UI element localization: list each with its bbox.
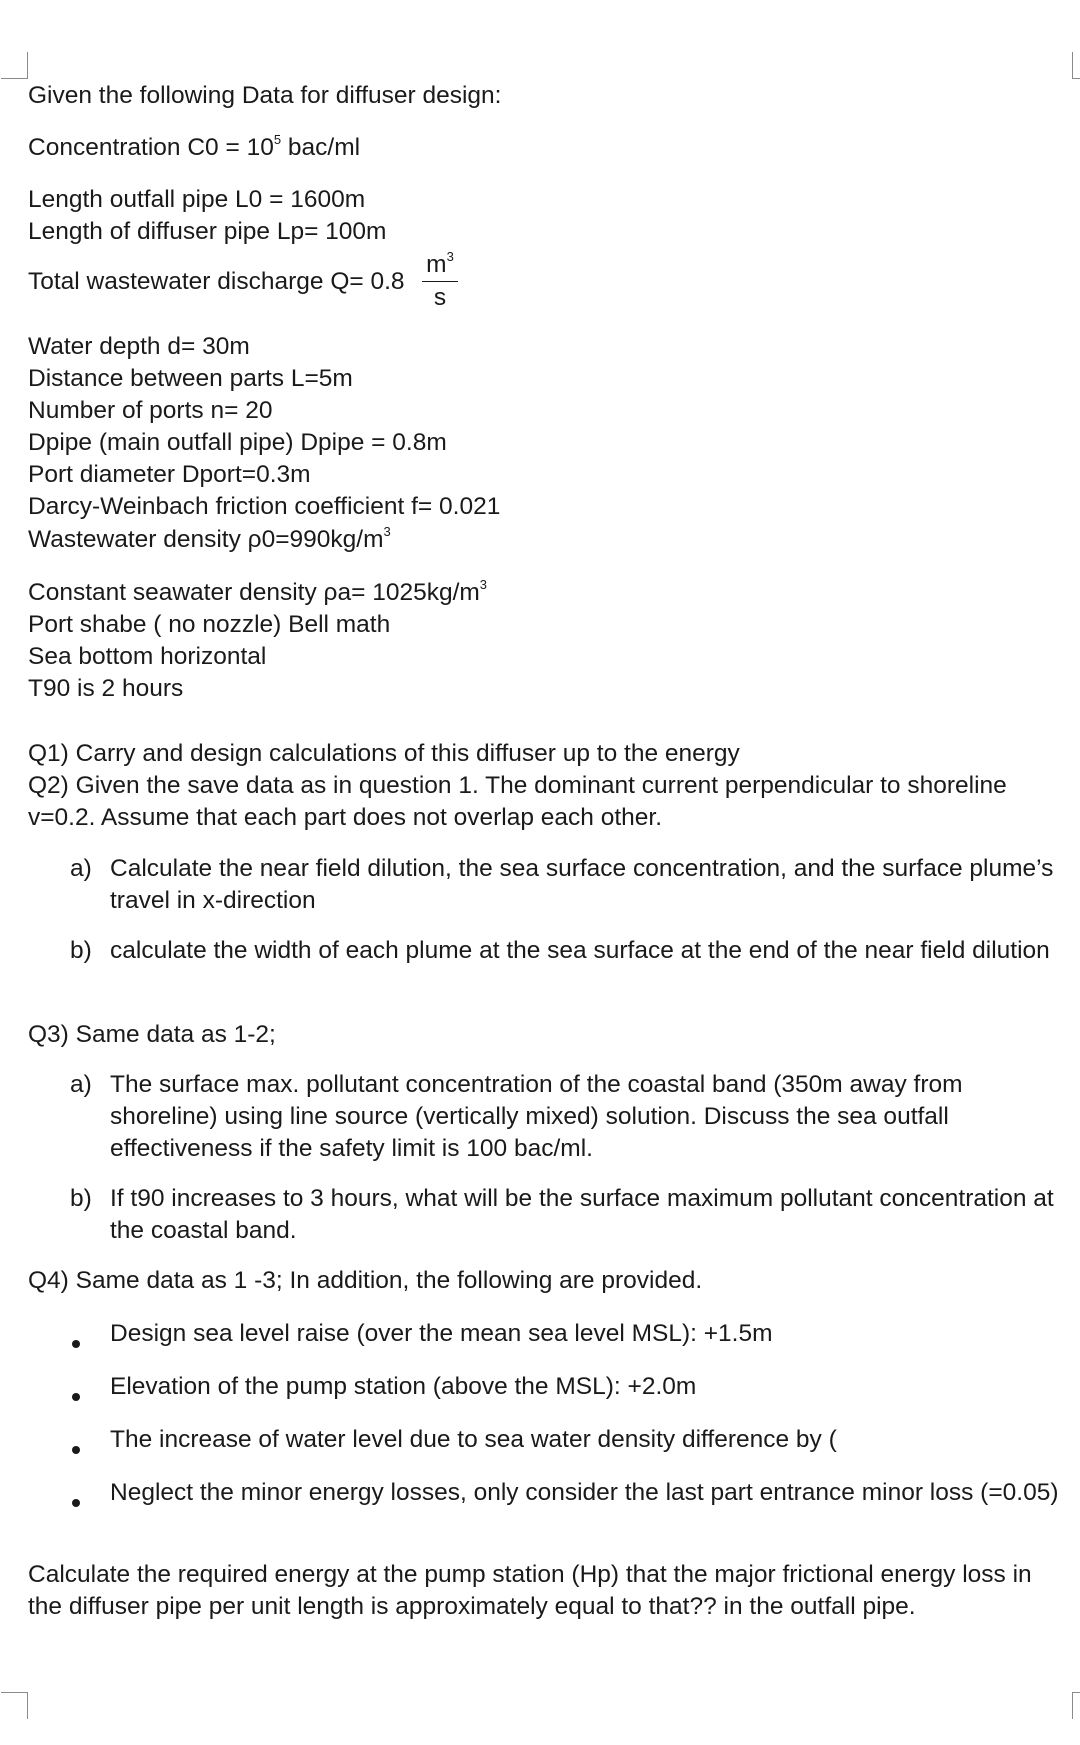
diffuser-length-line: Length of diffuser pipe Lp= 100m [28, 218, 387, 245]
question-2b-marker: b) [70, 937, 92, 964]
seawater-density-exponent: 3 [479, 576, 488, 592]
seawater-density-text: Constant seawater density ρa= 1025kg/m [28, 579, 480, 606]
question-4-bullet: Elevation of the pump station (above the MSL): +2.0m [110, 1373, 697, 1400]
question-4-bullet: The increase of water level due to sea water density difference by ( [110, 1426, 837, 1453]
question-3-title: Q3) Same data as 1-2; [28, 1021, 276, 1048]
outfall-length-line: Length outfall pipe L0 = 1600m [28, 186, 366, 213]
question-3a-marker: a) [70, 1071, 92, 1098]
bullet-dot [72, 1340, 80, 1348]
port-count-line: Number of ports n= 20 [28, 397, 273, 424]
fraction-numerator [420, 250, 460, 280]
question-2a-marker: a) [70, 855, 92, 882]
bullet-dot [72, 1499, 80, 1507]
wastewater-density-text: Wastewater density ρ0=990kg/m [28, 526, 384, 553]
pipe-diameter-line: Dpipe (main outfall pipe) Dpipe = 0.8m [28, 429, 447, 456]
question-2-line-2: v=0.2. Assume that each part does not overlap each other. [28, 804, 663, 831]
port-diameter-line: Port diameter Dport=0.3m [28, 461, 311, 488]
question-3b-marker: b) [70, 1185, 92, 1212]
fraction-denominator: s [433, 284, 447, 311]
friction-coefficient-line: Darcy-Weinbach friction coefficient f= 0.021 [28, 493, 501, 520]
port-shape-line: Port shabe ( no nozzle) Bell math [28, 611, 391, 638]
question-2b-text: calculate the width of each plume at the sea surface at the end of the near field dilution [110, 937, 1050, 964]
discharge-line: Total wastewater discharge Q= 0.8 [28, 268, 405, 295]
intro-line: Given the following Data for diffuser design: [28, 82, 502, 109]
t90-line: T90 is 2 hours [28, 675, 184, 702]
question-2-line-1: Q2) Given the save data as in question 1. The dominant current perpendicular to shoreline [28, 772, 1007, 799]
question-4-title: Q4) Same data as 1 -3; In addition, the following are provided. [28, 1267, 703, 1294]
concentration-exponent: 5 [273, 131, 282, 147]
question-4-closing: Calculate the required energy at the pump station (Hp) that the major frictional energy loss in the diffuser pipe per unit length is approximately equal to that?? in the outfall pipe. [28, 1561, 1032, 1620]
port-distance-line: Distance between parts L=5m [28, 365, 353, 392]
bullet-dot [72, 1393, 80, 1401]
concentration-suffix: bac/ml [281, 134, 361, 161]
sea-bottom-line: Sea bottom horizontal [28, 643, 267, 670]
page-corner-mark-top-left [1, 52, 28, 79]
discharge-unit-fraction [420, 250, 460, 313]
numerator-exponent: 3 [446, 248, 454, 264]
page-corner-mark-bottom-left [1, 1692, 28, 1719]
wastewater-density-line [28, 524, 391, 556]
page-corner-mark-bottom-right [1072, 1692, 1080, 1719]
water-depth-line: Water depth d= 30m [28, 333, 250, 360]
page-corner-mark-top-right [1072, 52, 1080, 79]
concentration-prefix: Concentration C0 = 10 [28, 134, 274, 161]
concentration-line [28, 132, 360, 164]
seawater-density-line [28, 577, 487, 609]
bullet-dot [72, 1446, 80, 1454]
fraction-bar [422, 281, 458, 282]
question-3b-text: If t90 increases to 3 hours, what will be the surface maximum pollutant concentration at the coastal band. [110, 1185, 1054, 1244]
question-4-bullet: Design sea level raise (over the mean sea level MSL): +1.5m [110, 1320, 773, 1347]
question-4-bullet: Neglect the minor energy losses, only consider the last part entrance minor loss (=0.05) [110, 1479, 1059, 1506]
question-1: Q1) Carry and design calculations of this diffuser up to the energy [28, 740, 740, 767]
question-3a-text: The surface max. pollutant concentration of the coastal band (350m away from shoreline) using line source (vertically mixed) solution. Discuss the sea outfall effectiveness if the safety limit is 100 bac/ml. [110, 1071, 963, 1162]
question-2a-text: Calculate the near field dilution, the sea surface concentration, and the surface plume’s travel in x-direction [110, 855, 1054, 914]
numerator-text: m [426, 251, 447, 278]
wastewater-density-exponent: 3 [383, 523, 391, 539]
